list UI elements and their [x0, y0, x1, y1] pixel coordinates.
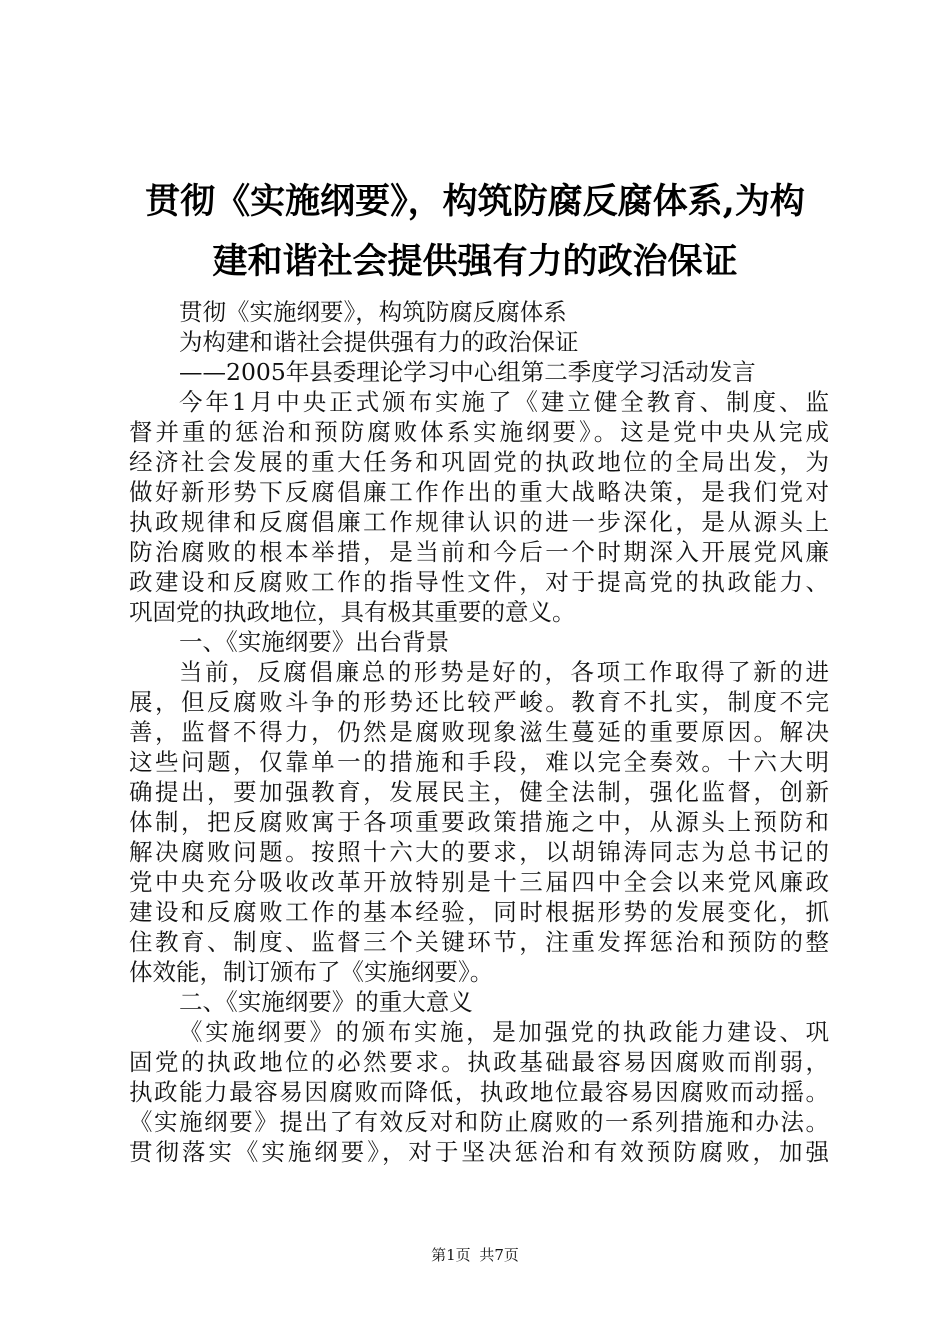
- body-line: 确提出，要加强教育，发展民主，健全法制，强化监督，创新: [129, 778, 829, 806]
- body-line: 督并重的惩治和预防腐败体系实施纲要》。这是党中央从完成: [129, 418, 829, 446]
- body-line: 今年1月中央正式颁布实施了《建立健全教育、制度、监: [179, 388, 829, 416]
- body-line: 执政能力最容易因腐败而降低，执政地位最容易因腐败而动摇。: [129, 1078, 829, 1106]
- body-line: 经济社会发展的重大任务和巩固党的执政地位的全局出发，为: [129, 448, 829, 476]
- body-line: 善，监督不得力，仍然是腐败现象滋生蔓延的重要原因。解决: [129, 718, 829, 746]
- document-title: [120, 172, 830, 292]
- body-line: 执政规律和反腐倡廉工作规律认识的进一步深化，是从源头上: [129, 508, 829, 536]
- body-line: 贯彻落实《实施纲要》，对于坚决惩治和有效预防腐败，加强: [129, 1138, 829, 1166]
- body-line: ——2005年县委理论学习中心组第二季度学习活动发言: [179, 358, 756, 386]
- body-line: 展，但反腐败斗争的形势还比较严峻。教育不扎实，制度不完: [129, 688, 829, 716]
- body-line: 防治腐败的根本举措，是当前和今后一个时期深入开展党风廉: [129, 538, 829, 566]
- body-line: 《实施纲要》提出了有效反对和防止腐败的一系列措施和办法。: [129, 1108, 829, 1136]
- body-line: 党中央充分吸收改革开放特别是十三届四中全会以来党风廉政: [129, 868, 829, 896]
- body-line: 建设和反腐败工作的基本经验，同时根据形势的发展变化，抓: [129, 898, 829, 926]
- body-line: 二、《实施纲要》的重大意义: [179, 988, 473, 1016]
- title-line-1: 贯彻《实施纲要》，构筑防腐反腐体系,为构: [145, 181, 805, 222]
- body-line: 体制，把反腐败寓于各项重要政策措施之中，从源头上预防和: [129, 808, 829, 836]
- body-line: 固党的执政地位的必然要求。执政基础最容易因腐败而削弱，: [129, 1048, 829, 1076]
- title-line-2: 建和谐社会提供强有力的政治保证: [212, 241, 738, 282]
- body-line: 这些问题，仅靠单一的措施和手段，难以完全奏效。十六大明: [129, 748, 829, 776]
- body-line: 体效能，制订颁布了《实施纲要》。: [129, 958, 494, 986]
- body-line: 住教育、制度、监督三个关键环节，注重发挥惩治和预防的整: [129, 928, 829, 956]
- page-number: 第1页: [431, 1246, 471, 1264]
- page-total: 共7页: [479, 1246, 519, 1264]
- body-line: 解决腐败问题。按照十六大的要求，以胡锦涛同志为总书记的: [129, 838, 829, 866]
- body-line: 一、《实施纲要》出台背景: [179, 628, 450, 656]
- body-line: 政建设和反腐败工作的指导性文件，对于提高党的执政能力、: [129, 568, 829, 596]
- document-body: [129, 297, 829, 1167]
- body-line: 《实施纲要》的颁布实施，是加强党的执政能力建设、巩: [179, 1018, 829, 1046]
- body-line: 巩固党的执政地位，具有极其重要的意义。: [129, 598, 576, 626]
- body-line: 贯彻《实施纲要》，构筑防腐反腐体系: [179, 298, 567, 326]
- page-footer: [0, 1245, 950, 1265]
- body-line: 做好新形势下反腐倡廉工作作出的重大战略决策，是我们党对: [129, 478, 829, 506]
- body-line: 为构建和谐社会提供强有力的政治保证: [179, 328, 579, 356]
- body-line: 当前，反腐倡廉总的形势是好的，各项工作取得了新的进: [179, 658, 829, 686]
